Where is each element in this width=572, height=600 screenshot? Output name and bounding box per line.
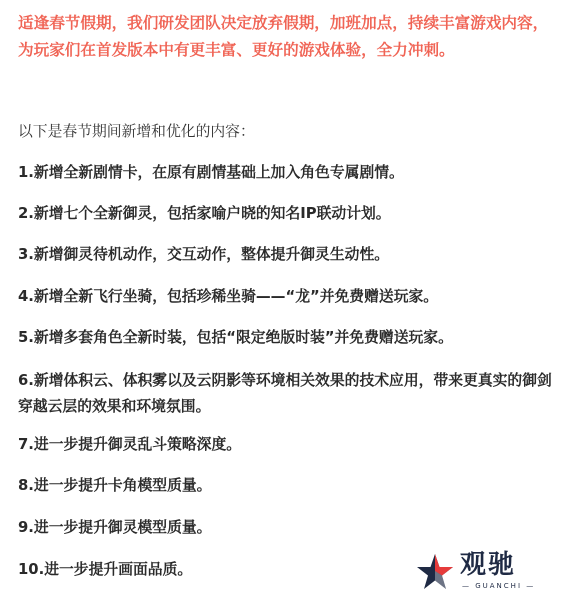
guanchi-watermark-logo xyxy=(414,548,554,596)
star-icon xyxy=(414,552,456,594)
list-item: 6.新增体积云、体积雾以及云阴影等环境相关效果的技术应用，带来更真实的御剑穿越云层的效果和环境氛围。 xyxy=(18,372,552,415)
list-item: 10.进一步提升画面品质。 xyxy=(18,561,193,578)
list-item: 2.新增七个全新御灵，包括家喻户晓的知名IP联动计划。 xyxy=(18,205,391,222)
logo-wordmark: 观驰 xyxy=(460,550,517,580)
list-item: 3.新增御灵待机动作，交互动作，整体提升御灵生动性。 xyxy=(18,246,390,263)
list-item: 9.进一步提升御灵模型质量。 xyxy=(18,519,212,536)
logo-subtext: — GUANCHI — xyxy=(462,582,536,590)
list-item: 8.进一步提升卡角模型质量。 xyxy=(18,477,212,494)
list-item: 5.新增多套角色全新时装，包括“限定绝版时装”并免费赠送玩家。 xyxy=(18,329,453,346)
lead-line: 以下是春节期间新增和优化的内容： xyxy=(18,123,255,140)
intro-paragraph: 适逢春节假期，我们研发团队决定放弃假期，加班加点，持续丰富游戏内容，为玩家们在首发版本中有更丰富、更好的游戏体验，全力冲刺。 xyxy=(18,14,549,59)
list-item: 4.新增全新飞行坐骑，包括珍稀坐骑——“龙”并免费赠送玩家。 xyxy=(18,288,439,305)
list-item: 7.进一步提升御灵乱斗策略深度。 xyxy=(18,436,242,453)
list-item: 1.新增全新剧情卡，在原有剧情基础上加入角色专属剧情。 xyxy=(18,164,404,181)
